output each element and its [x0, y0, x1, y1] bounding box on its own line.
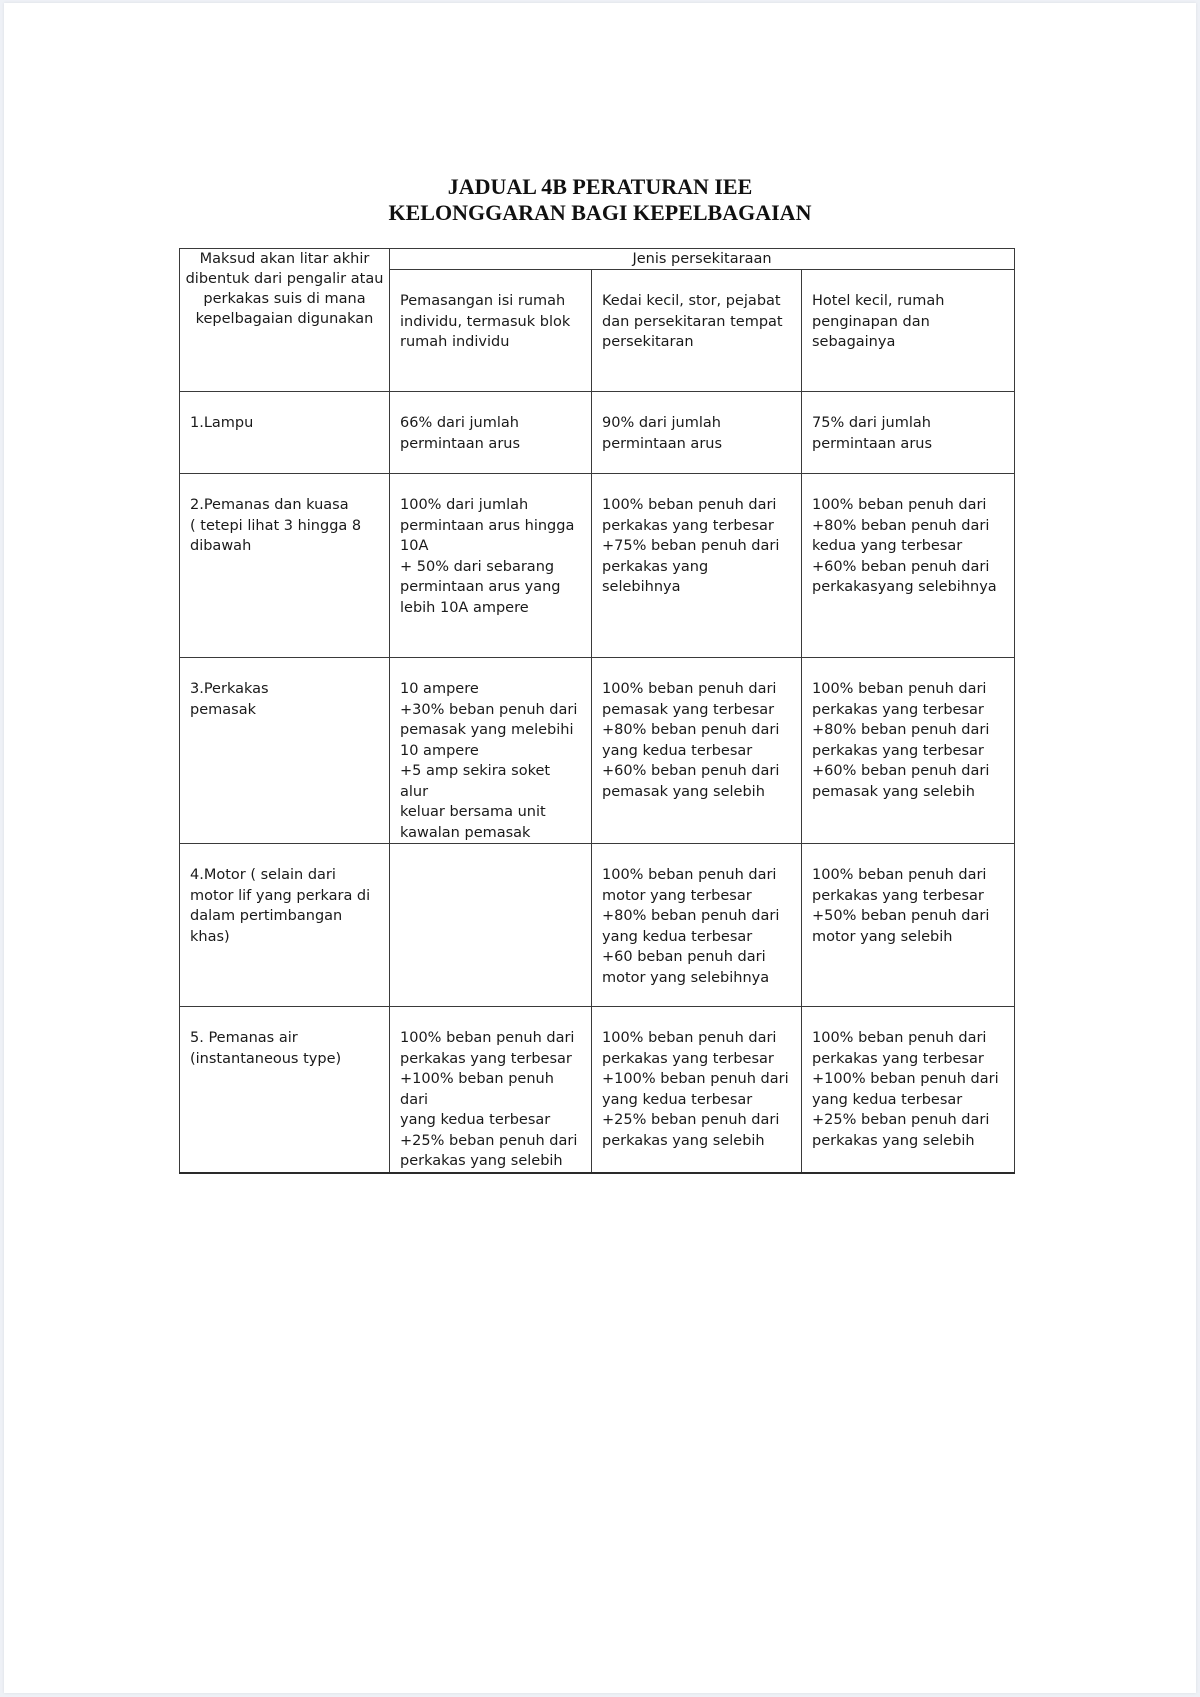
table-cell: 100% beban penuh dari perkakas yang terbesar +80% beban penuh dari perkakas yang terbesar +60% beban penuh dari pemasak yang selebih: [802, 658, 1015, 844]
environment-group-header: Jenis persekitaraan: [390, 249, 1015, 270]
row-label: 1.Lampu: [180, 392, 390, 474]
table-row: [180, 474, 1015, 658]
table-cell: 100% beban penuh dari perkakas yang terbesar +75% beban penuh dari perkakas yang selebihnya: [592, 474, 802, 658]
table-header-row: [180, 249, 1015, 270]
table-cell: 100% beban penuh dari pemasak yang terbesar +80% beban penuh dari yang kedua terbesar +60% beban penuh dari pemasak yang selebih: [592, 658, 802, 844]
document-title: JADUAL 4B PERATURAN IEE: [447, 174, 753, 199]
table-cell: 100% dari jumlah permintaan arus hingga 10A + 50% dari sebarang permintaan arus yang lebih 10A ampere: [390, 474, 592, 658]
table-row: [180, 1007, 1015, 1173]
table-cell: 10 ampere +30% beban penuh dari pemasak yang melebihi 10 ampere +5 amp sekira soket alur keluar bersama unit kawalan pemasak: [390, 658, 592, 844]
table-cell: 100% beban penuh dari perkakas yang terbesar +50% beban penuh dari motor yang selebih: [802, 844, 1015, 1007]
table-cell: 100% beban penuh dari perkakas yang terbesar +100% beban penuh dari yang kedua terbesar +25% beban penuh dari perkakas yang selebih: [390, 1007, 592, 1173]
table-cell: 75% dari jumlah permintaan arus: [802, 392, 1015, 474]
table-cell: 90% dari jumlah permintaan arus: [592, 392, 802, 474]
table-cell: 100% beban penuh dari perkakas yang terbesar +100% beban penuh dari yang kedua terbesar +25% beban penuh dari perkakas yang selebih: [802, 1007, 1015, 1173]
table-cell: 66% dari jumlah permintaan arus: [390, 392, 592, 474]
table-row: [180, 658, 1015, 844]
row-label: 4.Motor ( selain dari motor lif yang perkara di dalam pertimbangan khas): [180, 844, 390, 1007]
table-row: [180, 844, 1015, 1007]
document-subtitle: KELONGGARAN BAGI KEPELBAGAIAN: [388, 200, 812, 225]
document-page: [4, 3, 1196, 1693]
column-header-domestic: Pemasangan isi rumah individu, termasuk blok rumah individu: [390, 270, 592, 392]
table-row: [180, 392, 1015, 474]
table-cell: [390, 844, 592, 1007]
table-cell: 100% beban penuh dari +80% beban penuh dari kedua yang terbesar +60% beban penuh dari perkakasyang selebihnya: [802, 474, 1015, 658]
column-header-hotels: Hotel kecil, rumah penginapan dan sebagainya: [802, 270, 1015, 392]
row-label: 5. Pemanas air (instantaneous type): [180, 1007, 390, 1173]
diversity-allowance-table: [179, 248, 1015, 1174]
purpose-column-header: Maksud akan litar akhir dibentuk dari pengalir atau perkakas suis di mana kepelbagaian digunakan: [180, 249, 390, 392]
table-cell: 100% beban penuh dari perkakas yang terbesar +100% beban penuh dari yang kedua terbesar +25% beban penuh dari perkakas yang selebih: [592, 1007, 802, 1173]
row-label: 3.Perkakas pemasak: [180, 658, 390, 844]
row-label: 2.Pemanas dan kuasa ( tetepi lihat 3 hingga 8 dibawah: [180, 474, 390, 658]
table-cell: 100% beban penuh dari motor yang terbesar +80% beban penuh dari yang kedua terbesar +60 beban penuh dari motor yang selebihnya: [592, 844, 802, 1007]
column-header-shops-offices: Kedai kecil, stor, pejabat dan persekitaran tempat persekitaran: [592, 270, 802, 392]
